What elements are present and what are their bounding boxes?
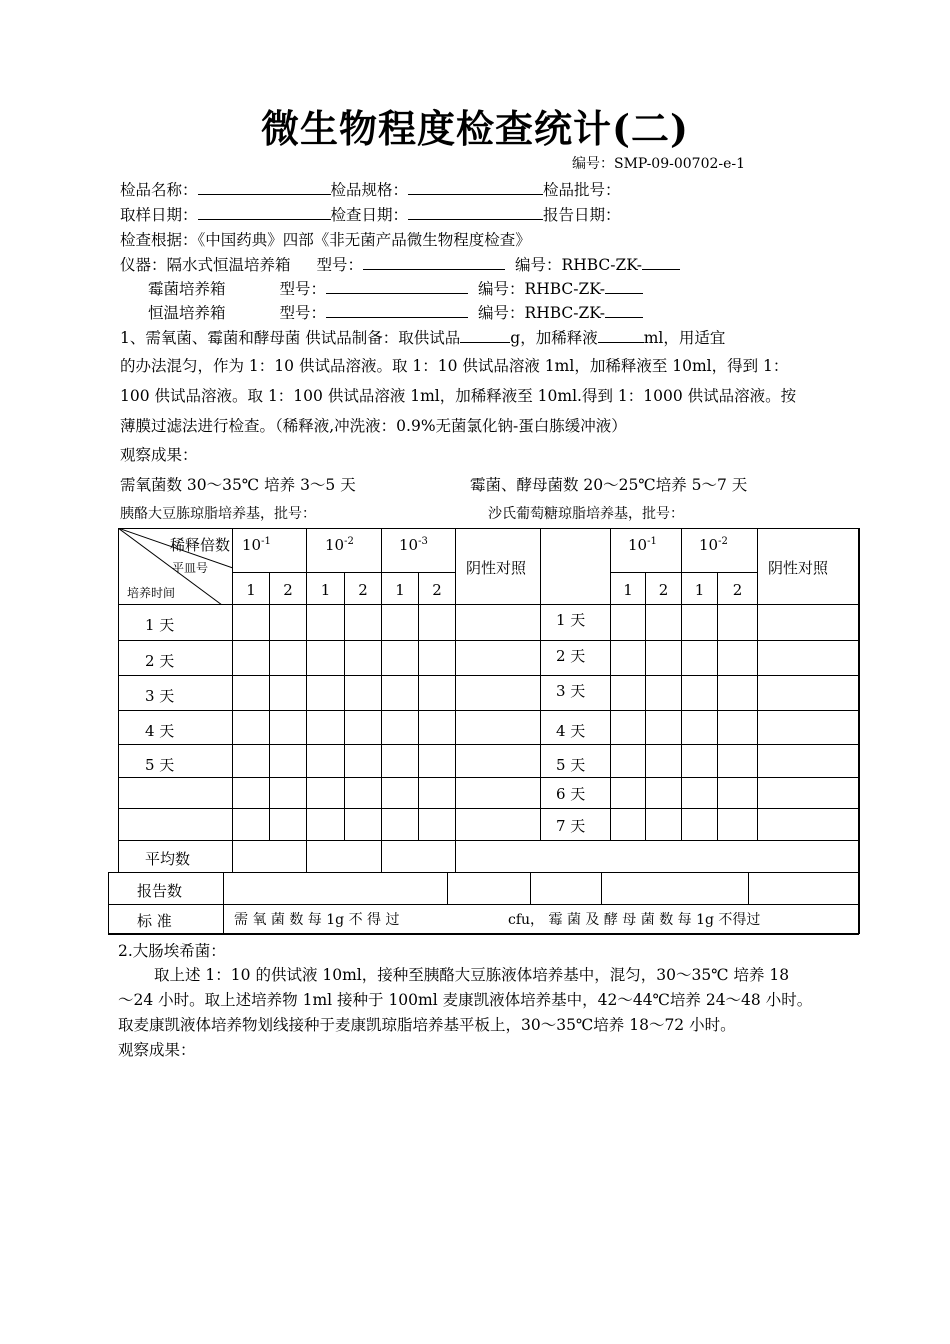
section1-line-2: 的办法混匀，作为 1：10 供试品溶液。取 1：10 供试品溶液 1ml，加稀释液至 10ml，得到 1： [120,357,789,375]
model-label: 型号： [279,304,327,322]
instrument-label: 恒温培养箱 [148,304,226,322]
field-label: 检查日期： [330,206,409,224]
grid-line [118,777,859,778]
plate-number: 1 [246,581,256,599]
standard-text-aerobic: 需 氧 菌 数 每 1g 不 得 过 [234,912,400,928]
sda-batch: 沙氏葡萄糖琼脂培养基，批号： [488,506,684,522]
code-label: 编号：RHBC-ZK- [478,304,605,322]
blank-line[interactable] [326,279,468,294]
text: 10 [325,536,345,554]
dilution-header [242,536,271,554]
day-label: 2 天 [556,647,586,665]
field-dates [120,203,621,225]
day-label: 7 天 [556,817,586,835]
grid-line [530,872,531,904]
field-label: 检品名称： [120,181,198,199]
blank-line[interactable] [198,205,331,220]
blank-line[interactable] [326,303,468,318]
blank-line[interactable] [605,279,643,294]
blank-line[interactable] [408,180,543,195]
grid-line [717,572,718,840]
grid-line [540,528,541,840]
header-time: 培养时间 [127,586,176,600]
blank-line[interactable] [408,205,543,220]
text: ml，用适宜 [643,329,726,347]
blank-line[interactable] [642,255,680,270]
plate-number: 1 [395,581,405,599]
grid-line [418,572,419,840]
grid-line [223,872,224,934]
document-number: 编号：SMP-09-00702-e-1 [572,156,746,172]
grid-line [447,872,448,904]
day-label: 5 天 [145,756,175,774]
day-label: 2 天 [145,652,175,670]
page-title: 微生物程度检查统计(二) [261,106,689,151]
header-dilution: 稀释倍数 [170,536,231,554]
plate-number: 2 [432,581,442,599]
grid-line [748,872,749,904]
day-label: 3 天 [145,687,175,705]
dilution-header [699,536,728,554]
instrument-label: 仪器：隔水式恒温培养箱 [120,256,291,274]
grid-line [757,528,758,840]
grid-line [118,744,859,745]
average-label: 平均数 [145,850,191,868]
exponent: -2 [718,536,728,547]
table-border [108,872,109,934]
day-label: 1 天 [556,611,586,629]
dilution-header [325,536,354,554]
blank-line[interactable] [605,303,643,318]
field-label: 检品规格： [330,181,409,199]
blank-line[interactable] [198,180,331,195]
day-label: 3 天 [556,682,586,700]
day-label: 5 天 [556,756,586,774]
grid-line [269,572,270,840]
code-label: 编号：RHBC-ZK- [478,280,605,298]
table-border [858,528,860,934]
grid-line [118,710,859,711]
section2-observe: 观察成果： [118,1041,196,1059]
grid-line [610,572,757,573]
field-label: 报告日期： [543,206,621,224]
day-label: 4 天 [556,722,586,740]
report-label: 报告数 [137,882,183,900]
plate-number: 2 [658,581,669,599]
section2-line-1: 取上述 1：10 的供试液 10ml，接种至胰酪大豆胨液体培养基中，混匀，30～35℃ 培养 18 [154,966,790,984]
model-label: 型号： [316,256,364,274]
instrument-line-2 [148,277,643,299]
dilution-header [628,536,657,554]
plate-number: 1 [694,581,705,599]
negative-control-header: 阴性对照 [466,559,527,577]
plate-number: 2 [732,581,743,599]
day-label: 1 天 [145,616,175,634]
section1-line-4: 薄膜过滤法进行检查。（稀释液,冲洗液：0.9%无菌氯化钠-蛋白胨缓冲液） [120,417,627,435]
grid-line [108,904,859,905]
instrument-label: 霉菌培养箱 [148,280,226,298]
exponent: -1 [261,536,271,547]
standard-text-mold: cfu， 霉 菌 及 酵 母 菌 数 每 1g 不得过 [508,912,761,928]
day-label: 6 天 [556,785,586,803]
field-product-name [120,178,621,200]
plate-number: 1 [623,581,633,599]
section1-line-1 [120,326,725,348]
field-label: 取样日期： [120,206,198,224]
grid-line [118,640,859,641]
exponent: -1 [647,536,657,547]
text: 10 [628,536,648,554]
instrument-line-3 [148,301,643,323]
tsa-batch: 胰酪大豆胨琼脂培养基，批号： [120,506,316,522]
text: 10 [699,536,719,554]
section2-line-2: ～24 小时。取上述培养物 1ml 接种于 100ml 麦康凯液体培养基中，42～44℃培养 24～48 小时。 [118,991,813,1009]
plate-number: 2 [358,581,368,599]
grid-line [381,528,382,872]
field-basis: 检查根据：《中国药典》四部《非无菌产品微生物程度检查》 [120,231,531,249]
grid-line [306,528,307,872]
section2-title: 2.大肠埃希菌： [118,942,226,960]
grid-line [118,808,859,809]
grid-line [118,675,859,676]
text: 1、需氧菌、霉菌和酵母菌 供试品制备：取供试品 [120,329,461,347]
grid-line [118,840,859,841]
dilution-header [399,536,428,554]
instrument-line-1 [120,253,680,275]
header-plate: 平皿号 [172,561,209,575]
negative-control-header: 阴性对照 [768,559,829,577]
observe-label: 观察成果： [120,446,198,464]
table-border [108,933,859,935]
exponent: -3 [418,536,428,547]
aerobic-condition: 需氧菌数 30～35℃ 培养 3～5 天 [120,476,356,494]
section2-line-3: 取麦康凯液体培养物划线接种于麦康凯琼脂培养基平板上，30～35℃培养 18～72 小时。 [118,1016,736,1034]
plate-number: 2 [283,581,293,599]
blank-line[interactable] [363,255,505,270]
grid-line [681,528,682,840]
grid-line [610,528,611,840]
field-label: 检品批号： [543,181,621,199]
plate-number: 1 [320,581,331,599]
blank-line[interactable] [598,328,644,343]
grid-line [455,528,456,872]
day-label: 4 天 [145,722,175,740]
grid-line [344,572,345,840]
text: 10 [399,536,419,554]
model-label: 型号： [279,280,327,298]
mold-condition: 霉菌、酵母菌数 20～25℃培养 5～7 天 [470,476,748,494]
grid-line [108,872,859,873]
code-label: 编号：RHBC-ZK- [515,256,642,274]
standard-label: 标 准 [137,912,172,930]
text: 10 [242,536,262,554]
blank-line[interactable] [460,328,510,343]
section1-line-3: 100 供试品溶液。取 1：100 供试品溶液 1ml，加稀释液至 10ml.得到 1：1000 供试品溶液。按 [120,387,797,405]
grid-line [645,572,646,840]
grid-line [601,872,602,904]
text: g，加稀释液 [510,329,598,347]
exponent: -2 [344,536,354,547]
